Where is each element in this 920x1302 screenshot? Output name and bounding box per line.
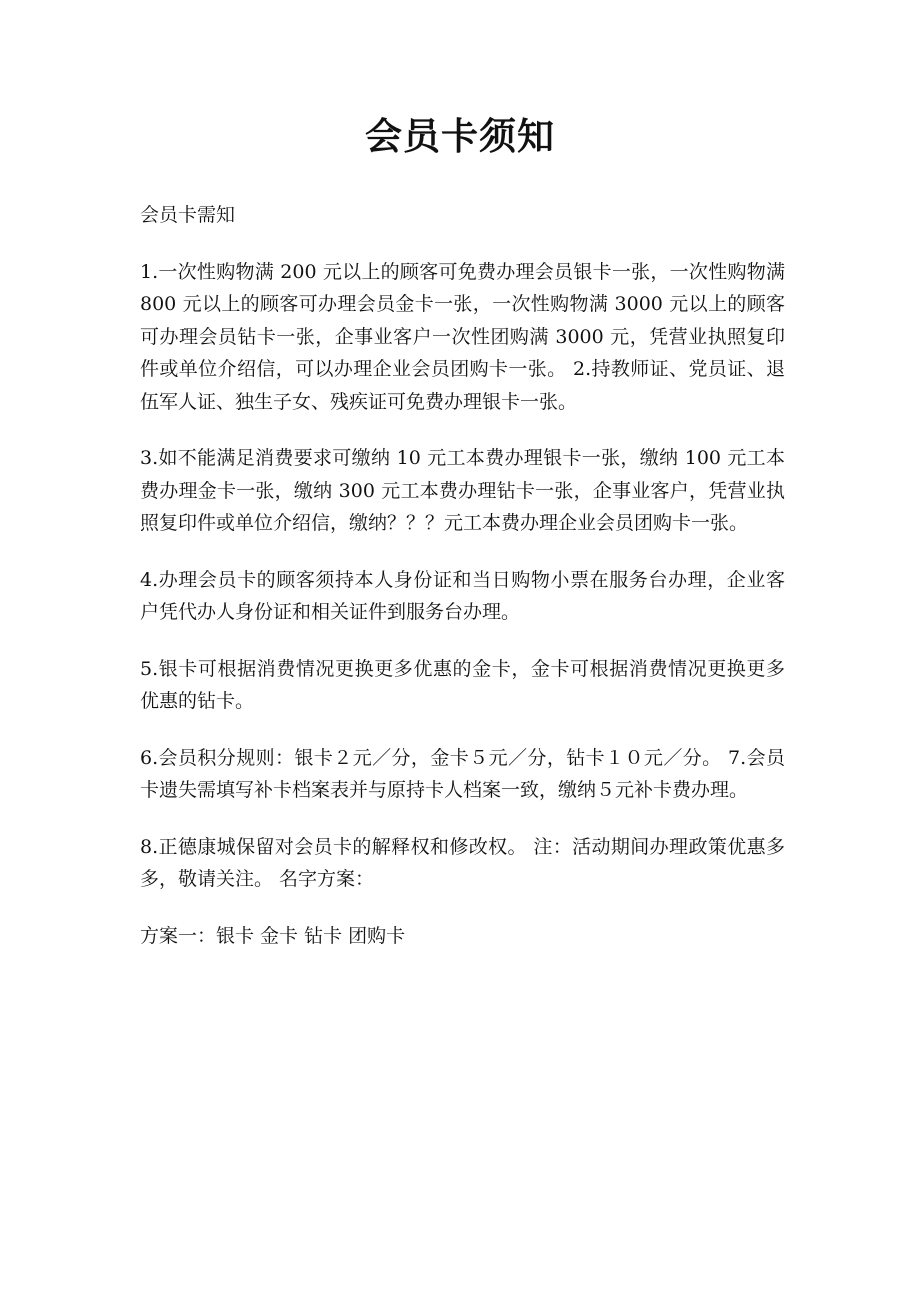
naming-plan-paragraph: 方案一：银卡 金卡 钻卡 团购卡 xyxy=(140,924,406,947)
rule-paragraph-5: 5.银卡可根据消费情况更换更多优惠的金卡，金卡可根据消费情况更换更多优惠的钻卡。 xyxy=(140,657,785,712)
rule-paragraph-6-7: 6.会员积分规则：银卡２元／分，金卡５元／分，钻卡１０元／分。 7.会员卡遗失需填写补卡档案表并与原持卡人档案一致，缴纳５元补卡费办理。 xyxy=(140,746,785,801)
rule-paragraph-3: 3.如不能满足消费要求可缴纳 10 元工本费办理银卡一张，缴纳 100 元工本费办理金卡一张，缴纳 300 元工本费办理钻卡一张，企事业客户，凭营业执照复印件或单位介绍信，缴纳？？？元工本费办理企业会员团购卡一张。 xyxy=(140,447,785,534)
rule-paragraph-4: 4.办理会员卡的顾客须持本人身份证和当日购物小票在服务台办理，企业客户凭代办人身份证和相关证件到服务台办理。 xyxy=(140,568,785,623)
subtitle-paragraph: 会员卡需知 xyxy=(140,204,236,226)
rule-paragraph-1-2: 1.一次性购物满 200 元以上的顾客可免费办理会员银卡一张，一次性购物满 800 元以上的顾客可办理会员金卡一张，一次性购物满 3000 元以上的顾客可办理会员钻卡一张，企事业客户一次性团购满 3000 元，凭营业执照复印件或单位介绍信，可以办理企业会员团购卡一张。 2.持教师证、党员证、退伍军人证、独生子女、残疾证可免费办理银卡一张。 xyxy=(140,260,785,413)
page-title: 会员卡须知 xyxy=(365,114,555,158)
rule-paragraph-8: 8.正德康城保留对会员卡的解释权和修改权。 注：活动期间办理政策优惠多多，敬请关注。 名字方案： xyxy=(140,835,785,890)
document-body xyxy=(140,199,785,976)
